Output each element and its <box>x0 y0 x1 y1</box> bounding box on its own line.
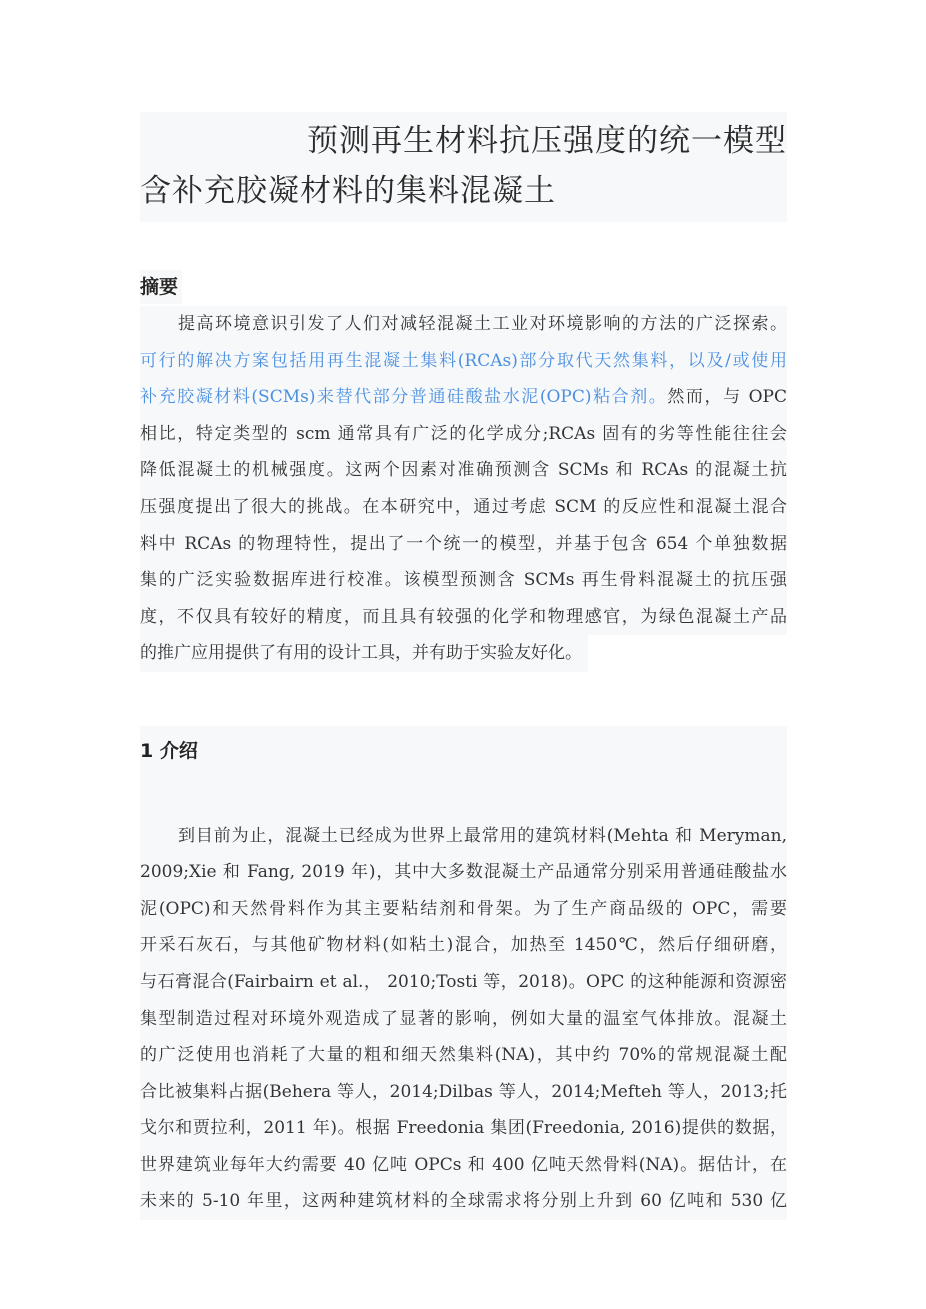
abstract-heading: 摘要 <box>140 270 182 304</box>
abstract-line: 相比，特定类型的 scm 通常具有广泛的化学成分;RCAs 固有的劣等性能往往会 <box>140 416 787 453</box>
intro-line: 与石膏混合(Fairbairn et al.， 2010;Tosti 等，2018)。OPC 的这种能源和资源密 <box>140 971 787 992</box>
intro-line: 戈尔和贾拉利，2011 年)。根据 Freedonia 集团(Freedonia, 2016)提供的数据， <box>140 1118 787 1139</box>
title-line-2: 含补充胶凝材料的集料混凝土 <box>140 173 556 209</box>
intro-line: 2009;Xie 和 Fang, 2019 年)，其中大多数混凝土产品通常分别采用普通硅酸盐水 <box>140 862 787 883</box>
document-title <box>140 112 787 222</box>
abstract-inline-link[interactable]: 补充胶凝材料(SCMs)来替代部分普通硅酸盐水泥(OPC)粘合剂。 <box>140 387 668 408</box>
intro-line: 未来的 5-10 年里，这两种建筑材料的全球需求将分别上升到 60 亿吨和 530 亿 <box>140 1191 787 1212</box>
abstract-line-rest: 然而，与 OPC <box>667 387 787 408</box>
intro-paragraph <box>140 818 787 1221</box>
abstract-line: 集的广泛实验数据库进行校准。该模型预测含 SCMs 再生骨料混凝土的抗压强 <box>140 562 787 599</box>
abstract-line: 提高环境意识引发了人们对减轻混凝土工业对环境影响的方法的广泛探索。 <box>140 306 787 343</box>
intro-line: 合比被集料占据(Behera 等人，2014;Dilbas 等人，2014;Mefteh 等人，2013;托 <box>140 1081 787 1102</box>
document-page <box>140 112 787 1220</box>
abstract-line: 降低混凝土的机械强度。这两个因素对准确预测含 SCMs 和 RCAs 的混凝土抗 <box>140 452 787 489</box>
intro-line: 世界建筑业每年大约需要 40 亿吨 OPCs 和 400 亿吨天然骨料(NA)。据估计，在 <box>140 1154 787 1175</box>
abstract-line: 度，不仅具有较好的精度，而且具有较强的化学和物理感官，为绿色混凝土产品 <box>140 599 787 636</box>
intro-line: 泥(OPC)和天然骨料作为其主要粘结剂和骨架。为了生产商品级的 OPC，需要 <box>140 898 787 919</box>
abstract-link-line[interactable]: 可行的解决方案包括用再生混凝土集料(RCAs)部分取代天然集料，以及/或使用 <box>140 343 787 380</box>
intro-heading: 1 介绍 <box>140 739 198 762</box>
intro-line: 集型制造过程对环境外观造成了显著的影响，例如大量的温室气体排放。混凝土 <box>140 1008 787 1029</box>
intro-line: 的广泛使用也消耗了大量的粗和细天然集料(NA)，其中约 70%的常规混凝土配 <box>140 1045 787 1066</box>
title-line-1: 预测再生材料抗压强度的统一模型 <box>307 123 787 159</box>
intro-line: 到目前为止，混凝土已经成为世界上最常用的建筑材料(Mehta 和 Meryman, <box>178 825 787 846</box>
abstract-line <box>140 379 787 416</box>
abstract-line: 料中 RCAs 的物理特性，提出了一个统一的模型，并基于包含 654 个单独数据 <box>140 526 787 563</box>
intro-section <box>140 726 787 1221</box>
abstract-line: 的推广应用提供了有用的设计工具，并有助于实验友好化。 <box>140 635 588 672</box>
abstract-line: 压强度提出了很大的挑战。在本研究中，通过考虑 SCM 的反应性和混凝土混合 <box>140 489 787 526</box>
intro-line: 开采石灰石，与其他矿物材料(如粘土)混合，加热至 1450℃，然后仔细研磨， <box>140 935 787 956</box>
abstract-paragraph <box>140 306 787 686</box>
